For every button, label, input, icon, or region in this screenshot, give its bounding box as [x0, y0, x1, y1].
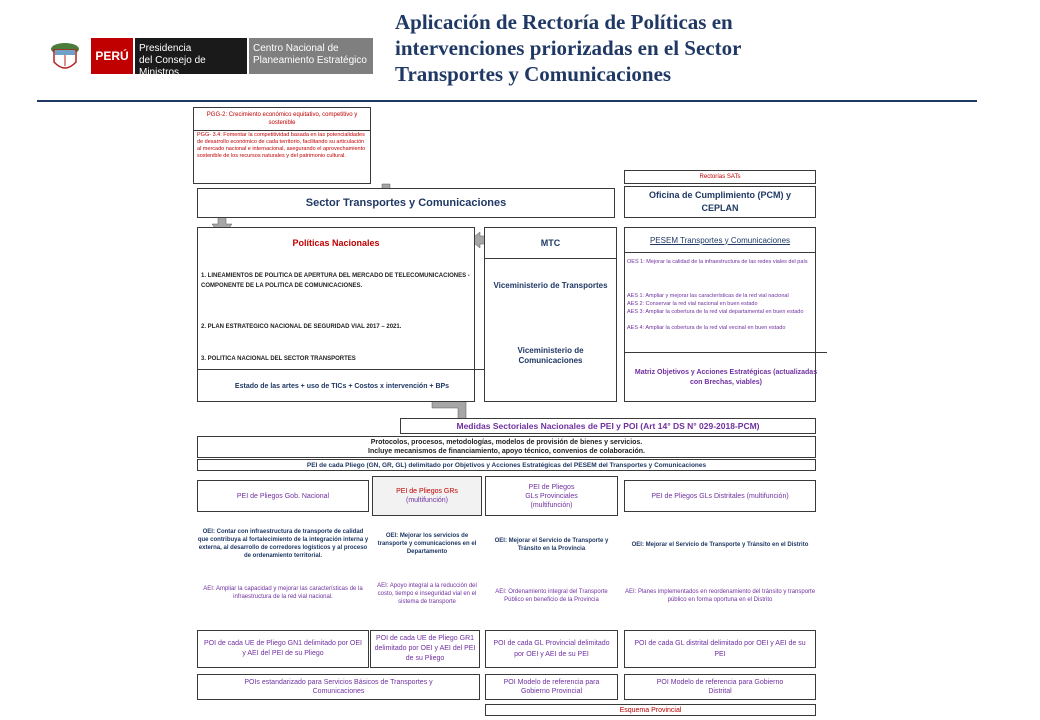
pesem-aes-1: AES 1: Ampliar y mejorar las características de la red vial nacional: [627, 293, 789, 299]
viceministerio-comunicaciones: Viceministerio de Comunicaciones: [517, 346, 584, 365]
politicas-item-2: 2. PLAN ESTRATEGICO NACIONAL DE SEGURIDAD VIAL 2017 – 2021.: [201, 324, 402, 330]
pois-estandarizado: POIs estandarizado para Servicios Básicos de Transportes y Comunicaciones: [197, 674, 480, 700]
pei-glp: PEI de Pliegos GLs Provinciales (multifunción): [485, 476, 618, 516]
oei-gr: OEI: Mejorar los servicios de transporte y comunicaciones en el Departamento: [377, 533, 477, 555]
aei-gld: AEI: Planes implementados en reordenamiento del tránsito y transporte público en forma oportuna en el Distrito: [624, 589, 816, 603]
pesem-matriz: Matriz Objetivos y Acciones Estratégicas (actualizadas con Brechas, viables): [625, 352, 827, 402]
pcm-box: Oficina de Cumplimiento (PCM) y CEPLAN: [624, 186, 816, 218]
poi-gld: POI de cada GL distrital delimitado por OEI y AEI de su PEI: [624, 630, 816, 668]
pei-gld: PEI de Pliegos GLs Distritales (multifunción): [624, 480, 816, 512]
pgg-detail: PGG- 3.4: Fomentar la competitividad basada en las potencialidades de desarrollo económico de cada territorio, facilitando su articulación al mercado nacional e internacional, asegurando el aprovechamiento sostenible de los recursos naturales y del patrimonio cultural.: [197, 132, 366, 159]
pgg-box: [193, 107, 371, 184]
poi-glp: POI de cada GL Provincial delimitado por OEI y AEI de su PEI: [485, 630, 618, 668]
politicas-estado: Estado de las artes + uso de TICs + Costos x intervención + BPs: [198, 369, 486, 402]
logo-entity-2: Centro Nacional de Planeamiento Estratégico: [249, 38, 373, 74]
oei-gn: OEI: Contar con infraestructura de transporte de calidad que contribuya al fortalecimiento de la integración interna y externa, al desarrollo de corredores logísticos y al proceso de ordenamiento territorial.: [197, 529, 369, 559]
esquema-provincial: Esquema Provincial: [485, 704, 816, 716]
pesem-aes-3: AES 3: Ampliar la cobertura de la red vial departamental en buen estado: [627, 309, 804, 315]
oei-glp: OEI: Mejorar el Servicio de Transporte y Tránsito en la Provincia: [494, 538, 609, 552]
pesem-aes-2: AES 2: Conservar la red vial nacional en buen estado: [627, 301, 758, 307]
poi-modelo-distrital: POI Modelo de referencia para Gobierno Distrital: [624, 674, 816, 700]
pesem-title: PESEM Transportes y Comunicaciones: [625, 228, 815, 253]
oei-gld: OEI: Mejorar el Servicio de Transporte y Tránsito en el Distrito: [631, 542, 809, 548]
pei-each-box: PEI de cada Pliego (GN, GR, GL) delimitado por Objetivos y Acciones Estratégicas del PESEM del Transportes y Comunicaciones: [197, 459, 816, 471]
pei-gn: PEI de Pliegos Gob. Nacional: [197, 480, 369, 512]
pesem-aes-4: AES 4: Ampliar la cobertura de la red vial vecinal en buen estado: [627, 325, 786, 331]
pei-gr: PEI de Pliegos GRs (multifunción): [372, 476, 482, 516]
mtc-box: [484, 227, 617, 402]
logo-entity-1: Presidencia del Consejo de Ministros: [135, 38, 247, 74]
page-title: Aplicación de Rectoría de Políticas en intervenciones priorizadas en el Sector Transportes y Comunicaciones: [395, 10, 742, 86]
politicas-item-3: 3. POLITICA NACIONAL DEL SECTOR TRANSPORTES: [201, 356, 356, 362]
aei-glp: AEI: Ordenamiento integral del Transporte Público en beneficio de la Provincia: [495, 589, 608, 603]
viceministerio-transportes: Viceministerio de Transportes: [493, 281, 608, 290]
protocolos-box: Protocolos, procesos, metodologías, modelos de provisión de bienes y servicios. Incluye mecanismos de financiamiento, apoyo técnico, convenios de colaboración.: [197, 436, 816, 458]
pgg-title: PGG-2: Crecimiento económico equitativo, competitivo y sostenible: [194, 108, 370, 131]
rectorias-label: Rectorías SATs: [624, 170, 816, 184]
poi-gr: POI de cada UE de Pliego GR1 delimitado por OEI y AEI del PEI de su Pliego: [370, 630, 480, 668]
politicas-box: [197, 227, 475, 402]
politicas-item-1: 1. LINEAMIENTOS DE POLITICA DE APERTURA DEL MERCADO DE TELECOMUNICACIONES - COMPONENTE DE LA POLITICA DE COMUNICACIONES.: [201, 273, 470, 289]
poi-gn: POI de cada UE de Pliego GN1 delimitado por OEI y AEI del PEI de su Pliego: [197, 630, 369, 668]
poi-modelo-provincial: POI Modelo de referencia para Gobierno Provincial: [485, 674, 618, 700]
pesem-box: [624, 227, 816, 402]
aei-gn: AEI: Ampliar la capacidad y mejorar las características de la infraestructura de la red vial nacional.: [203, 586, 363, 600]
pesem-oes: OES 1: Mejorar la calidad de la infraestructura de las redes viales del país: [627, 259, 808, 265]
logo-country: PERÚ: [91, 38, 133, 74]
aei-gr: AEI: Apoyo integral a la reducción del costo, tiempo e inseguridad vial en el sistema de transporte: [377, 583, 477, 605]
medidas-box: Medidas Sectoriales Nacionales de PEI y POI (Art 14° DS N° 029-2018-PCM): [400, 418, 816, 434]
politicas-title: Políticas Nacionales: [292, 238, 380, 248]
sector-box: Sector Transportes y Comunicaciones: [197, 188, 615, 218]
mtc-title: MTC: [485, 228, 616, 259]
